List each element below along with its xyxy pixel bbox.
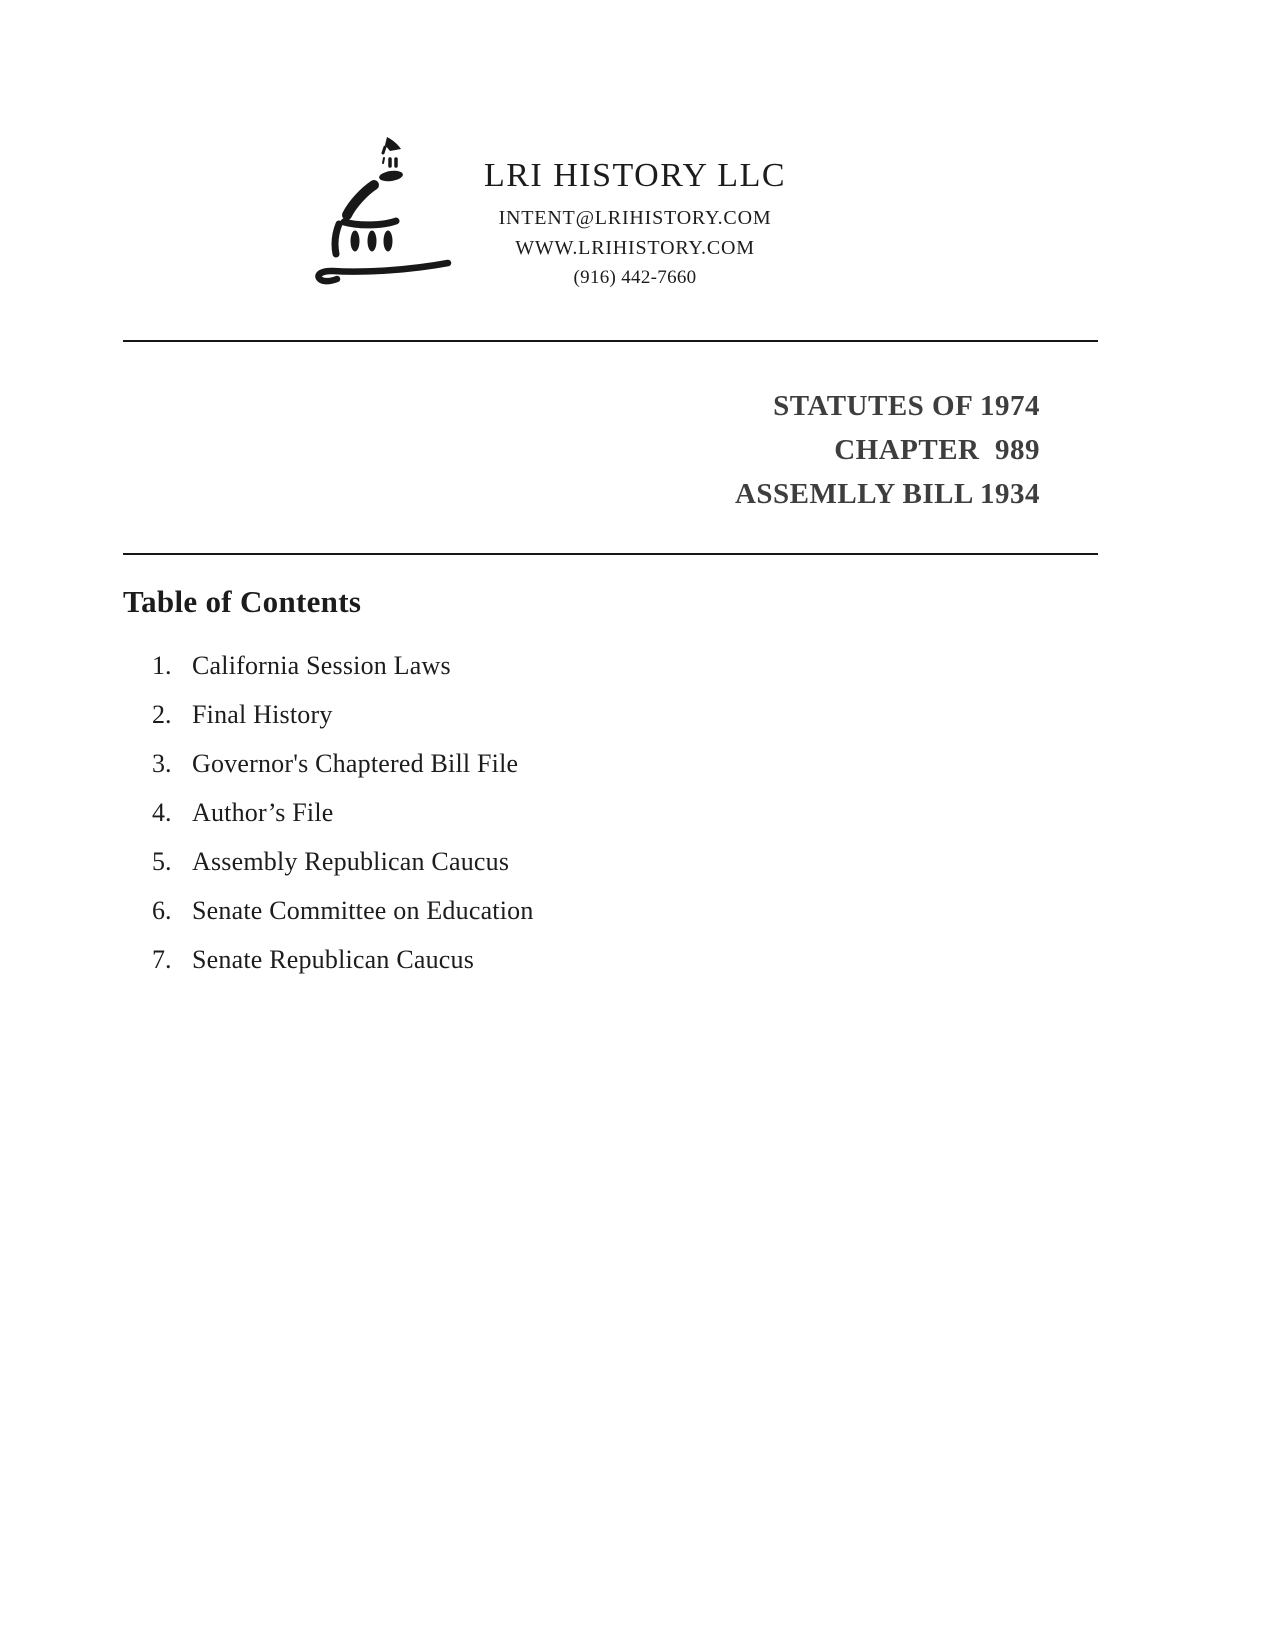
toc-item [152, 798, 534, 828]
bill-identification-block [735, 384, 1040, 516]
toc-item-number: 4. [152, 798, 172, 827]
toc-item [152, 896, 534, 926]
letterhead [320, 156, 950, 293]
toc-item-number: 3. [152, 749, 172, 778]
horizontal-rule-top [123, 340, 1098, 342]
toc-item-number: 6. [152, 896, 172, 925]
toc-item-number: 5. [152, 847, 172, 876]
toc-item-number: 1. [152, 651, 172, 680]
toc-item-label: Senate Committee on Education [192, 896, 534, 925]
horizontal-rule-bottom [123, 553, 1098, 555]
toc-item-label: California Session Laws [192, 651, 451, 680]
toc-item [152, 700, 534, 730]
toc-heading: Table of Contents [123, 584, 362, 619]
toc-item-number: 2. [152, 700, 172, 729]
toc-item [152, 847, 534, 877]
company-name: LRI HISTORY LLC [483, 157, 787, 194]
toc-item-label: Author’s File [192, 798, 334, 827]
toc-item [152, 945, 534, 975]
company-website: WWW.LRIHISTORY.COM [515, 237, 755, 259]
toc-item-label: Final History [192, 700, 333, 729]
statutes-line: STATUTES OF 1974 [773, 390, 1040, 422]
chapter-line: CHAPTER 989 [834, 434, 1040, 466]
toc-item [152, 651, 534, 681]
toc-item-label: Senate Republican Caucus [192, 945, 475, 974]
toc-item [152, 749, 534, 779]
company-phone: (916) 442-7660 [573, 267, 697, 288]
toc-item-label: Assembly Republican Caucus [192, 847, 510, 876]
company-email: INTENT@LRIHISTORY.COM [498, 207, 772, 229]
toc-item-number: 7. [152, 945, 172, 974]
toc-item-label: Governor's Chaptered Bill File [192, 749, 519, 778]
assembly-bill-line: ASSEMLLY BILL 1934 [734, 478, 1040, 510]
toc-list [152, 651, 534, 994]
